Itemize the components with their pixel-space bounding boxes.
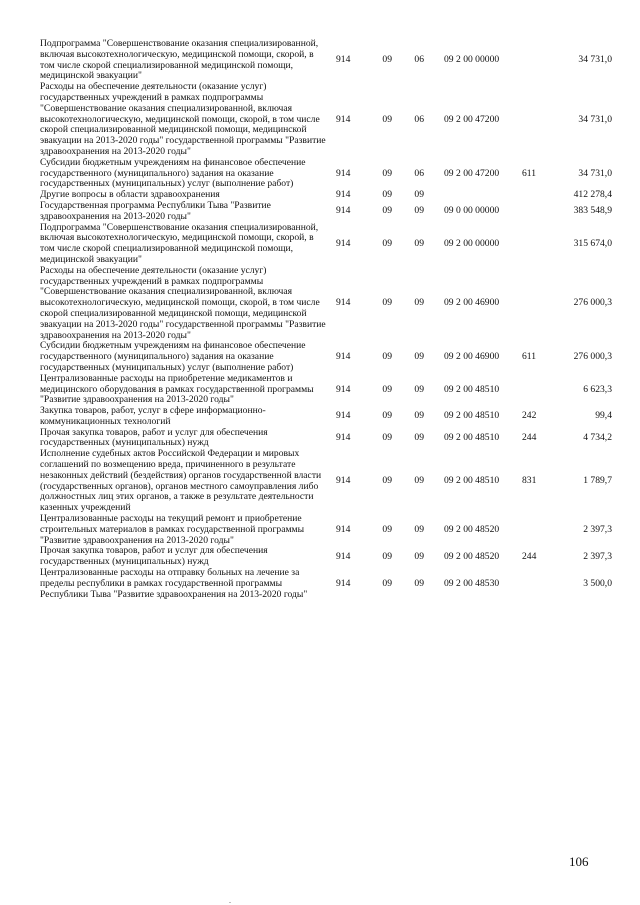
row-amount: 276 000,3 [573,351,612,363]
table-row [40,428,612,450]
row-rz-code: 09 [382,523,392,535]
row-name: Централизованные расходы на приобретение медикаментов и медицинского оборудования в рамках государственной программы "Развитие здравоохранения на 2013-2020 годы" [40,372,314,406]
row-gr-code: 914 [336,205,351,217]
row-csr-code: 09 2 00 48510 [444,383,500,395]
row-amount: 2 397,3 [583,550,612,562]
row-pr-code: 06 [414,113,424,125]
row-amount: 383 548,9 [573,205,612,217]
table-row [40,39,612,82]
footer-mark: . [229,896,231,905]
row-name: Прочая закупка товаров, работ и услуг для обеспечения государственных (муниципальных) нужд [40,545,268,568]
row-vr-code: 244 [522,432,537,444]
table-row [40,223,612,266]
row-rz-code: 09 [382,237,392,249]
row-gr-code: 914 [336,167,351,179]
row-vr-code [522,223,556,266]
row-rz-code: 09 [382,113,392,125]
table-row [40,406,612,428]
row-amount: 34 731,0 [578,167,612,179]
budget-table-body [40,39,612,600]
row-name: Подпрограмма "Совершенствование оказания специализированной, включая высокотехнологическую, медицинской помощи, скорой, в том числе скорой специализированной медицинской помощи, медицинской эвакуации" [40,221,319,265]
row-csr-code: 09 2 00 48510 [444,475,500,487]
table-row [40,546,612,568]
table-row [40,568,612,600]
row-vr-code: 242 [522,410,537,422]
table-row [40,82,612,158]
row-gr-code: 914 [336,475,351,487]
row-pr-code: 09 [414,550,424,562]
row-amount: 3 500,0 [583,577,612,589]
row-csr-code: 09 2 00 48510 [444,410,500,422]
row-vr-code [522,374,556,406]
row-pr-code: 09 [414,205,424,217]
row-name: Централизованные расходы на отправку больных на лечение за пределы республики в рамках государственной программы Республики Тыва "Развитие здравоохранения на 2013-2020 годы" [40,567,308,600]
row-amount: 412 278,4 [573,189,612,201]
row-rz-code: 09 [382,383,392,395]
row-name: Исполнение судебных актов Российской Федерации и мировых соглашений по возмещению вреда, причиненного в результате незаконных действий (бездействия) органов государственной власти (государственных органов), органов местного самоуправления либо должностных лиц этих органов, а также в результате деятельности казенных учреждений [40,448,322,514]
row-vr-code: 611 [522,351,537,363]
row-csr-code: 09 2 00 00000 [444,54,500,66]
row-pr-code: 09 [414,297,424,309]
budget-table [40,39,612,600]
row-csr-code: 09 2 00 48520 [444,550,500,562]
row-rz-code: 09 [382,205,392,217]
row-vr-code [522,82,556,158]
row-name: Другие вопросы в области здравоохранения [40,189,220,201]
row-rz-code: 09 [382,189,392,201]
row-amount: 99,4 [595,410,612,422]
row-pr-code: 06 [414,54,424,66]
row-vr-code: 244 [522,550,537,562]
table-row [40,514,612,546]
row-pr-code: 09 [414,351,424,363]
row-name: Государственная программа Республики Тыва "Развитие здравоохранения на 2013-2020 годы" [40,199,271,222]
row-rz-code: 09 [382,167,392,179]
row-csr-code: 09 2 00 46900 [444,297,500,309]
row-gr-code: 914 [336,237,351,249]
row-pr-code: 09 [414,475,424,487]
table-row [40,449,612,514]
row-pr-code: 09 [414,189,424,201]
row-csr-code [430,190,522,201]
row-csr-code: 09 0 00 00000 [444,205,500,217]
row-vr-code [522,514,556,546]
row-gr-code: 914 [336,297,351,309]
row-rz-code: 09 [382,475,392,487]
row-name: Субсидии бюджетным учреждениям на финансовое обеспечение государственного (муниципального) задания на оказание государственных (муниципальных) услуг (выполнение работ) [40,340,306,373]
row-amount: 34 731,0 [578,113,612,125]
table-row [40,341,612,373]
row-vr-code: 831 [522,475,537,487]
row-gr-code: 914 [336,523,351,535]
row-amount: 315 674,0 [573,237,612,249]
row-gr-code: 914 [336,383,351,395]
row-vr-code [522,266,556,342]
row-name: Прочая закупка товаров, работ и услуг для обеспечения государственных (муниципальных) нужд [40,426,268,449]
row-gr-code: 914 [336,54,351,66]
row-pr-code: 09 [414,432,424,444]
table-row [40,158,612,190]
row-pr-code: 09 [414,383,424,395]
row-csr-code: 09 2 00 47200 [444,113,500,125]
row-pr-code: 09 [414,523,424,535]
row-rz-code: 09 [382,410,392,422]
row-rz-code: 09 [382,577,392,589]
row-pr-code: 09 [414,410,424,422]
row-rz-code: 09 [382,54,392,66]
row-amount: 1 789,7 [583,475,612,487]
row-amount: 4 734,2 [583,432,612,444]
row-csr-code: 09 2 00 48510 [444,432,500,444]
row-name: Подпрограмма "Совершенствование оказания специализированной, включая высокотехнологическую, медицинской помощи, скорой, в том числе скорой специализированной медицинской помощи, медицинской эвакуации" [40,38,319,82]
row-name: Расходы на обеспечение деятельности (оказание услуг) государственных учреждений в рамках подпрограммы "Совершенствование оказания специализированной, включая высокотехнологическую, медицинской помощи, скорой, в том числе скорой специализированной медицинской помощи, медицинской эвакуации на 2013-2020 годы" государственной программы "Развитие здравоохранения на 2013-2020 годы" [40,81,326,157]
row-name: Централизованные расходы на текущий ремонт и приобретение строительных материалов в рамках государственной программы "Развитие здравоохранения на 2013-2020 годы" [40,513,305,546]
row-name: Закупка товаров, работ, услуг в сфере информационно-коммуникационных технологий [40,405,266,427]
row-gr-code: 914 [336,189,351,201]
row-amount: 6 623,3 [583,383,612,395]
row-vr-code [522,568,556,600]
row-gr-code: 914 [336,351,351,363]
page-number: 106 [569,854,589,869]
row-gr-code: 914 [336,432,351,444]
table-row [40,266,612,342]
row-vr-code [522,190,556,201]
row-gr-code: 914 [336,113,351,125]
table-row [40,201,612,223]
row-pr-code: 09 [414,237,424,249]
row-name: Расходы на обеспечение деятельности (оказание услуг) государственных учреждений в рамках подпрограммы "Совершенствование оказания специализированной, включая высокотехнологическую, медицинской помощи, скорой, в том числе скорой специализированной медицинской помощи, медицинской эвакуации на 2013-2020 годы" государственной программы "Развитие здравоохранения на 2013-2020 годы" [40,264,326,341]
row-amount: 2 397,3 [583,523,612,535]
row-csr-code: 09 2 00 47200 [444,167,500,179]
row-rz-code: 09 [382,550,392,562]
row-csr-code: 09 2 00 00000 [444,237,500,249]
row-gr-code: 914 [336,410,351,422]
row-rz-code: 09 [382,432,392,444]
row-vr-code [522,39,556,82]
row-amount: 34 731,0 [578,54,612,66]
row-name: Субсидии бюджетным учреждениям на финансовое обеспечение государственного (муниципального) задания на оказание государственных (муниципальных) услуг (выполнение работ) [40,156,306,190]
row-rz-code: 09 [382,297,392,309]
row-amount: 276 000,3 [573,297,612,309]
row-vr-code: 611 [522,167,537,179]
row-pr-code: 06 [414,167,424,179]
row-pr-code: 09 [414,577,424,589]
row-csr-code: 09 2 00 48520 [444,523,500,535]
row-gr-code: 914 [336,550,351,562]
row-vr-code [522,201,556,223]
row-gr-code: 914 [336,577,351,589]
row-rz-code: 09 [382,351,392,363]
row-csr-code: 09 2 00 48530 [444,577,500,589]
row-csr-code: 09 2 00 46900 [444,351,500,363]
table-row [40,374,612,406]
